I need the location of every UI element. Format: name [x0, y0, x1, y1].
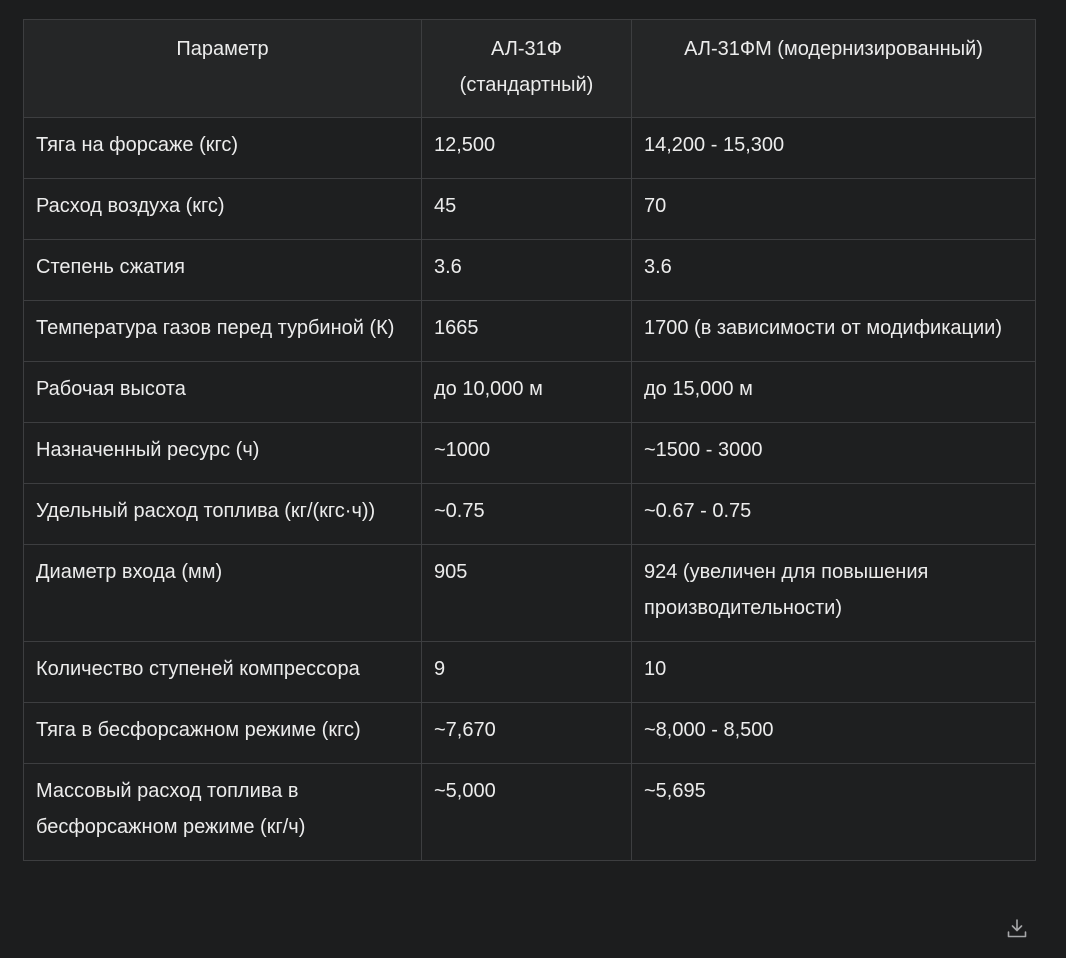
table-cell: Расход воздуха (кгс) — [24, 179, 422, 240]
table-cell: до 10,000 м — [422, 362, 632, 423]
table-row — [24, 240, 1036, 301]
table-row — [24, 545, 1036, 642]
table-row — [24, 301, 1036, 362]
table-cell: Диаметр входа (мм) — [24, 545, 422, 642]
table-cell: ~0.67 - 0.75 — [632, 484, 1036, 545]
table-cell: ~1500 - 3000 — [632, 423, 1036, 484]
table-cell: 1665 — [422, 301, 632, 362]
table-cell: 3.6 — [422, 240, 632, 301]
table-cell: Массовый расход топлива в бесфорсажном режиме (кг/ч) — [24, 764, 422, 861]
table-cell: ~8,000 - 8,500 — [632, 703, 1036, 764]
column-header-al31f: АЛ-31Ф (стандартный) — [422, 20, 632, 118]
column-header-al31fm: АЛ-31ФМ (модернизированный) — [632, 20, 1036, 118]
table-row — [24, 764, 1036, 861]
engine-comparison-table — [23, 19, 1036, 861]
table-cell: ~0.75 — [422, 484, 632, 545]
table-cell: Температура газов перед турбиной (К) — [24, 301, 422, 362]
table-row — [24, 362, 1036, 423]
table-row — [24, 423, 1036, 484]
table-cell: 3.6 — [632, 240, 1036, 301]
table-cell: ~7,670 — [422, 703, 632, 764]
table-header-row — [24, 20, 1036, 118]
table-cell: 924 (увеличен для повышения производительности) — [632, 545, 1036, 642]
table-row — [24, 642, 1036, 703]
table-cell: ~1000 — [422, 423, 632, 484]
table-cell: ~5,695 — [632, 764, 1036, 861]
table-cell: 14,200 - 15,300 — [632, 118, 1036, 179]
table-cell: Назначенный ресурс (ч) — [24, 423, 422, 484]
table-cell: Удельный расход топлива (кг/(кгс·ч)) — [24, 484, 422, 545]
table-cell: Степень сжатия — [24, 240, 422, 301]
table-row — [24, 703, 1036, 764]
table-cell: 9 — [422, 642, 632, 703]
table-cell: 45 — [422, 179, 632, 240]
download-icon — [1006, 919, 1028, 939]
table-cell: ~5,000 — [422, 764, 632, 861]
table-row — [24, 118, 1036, 179]
engine-comparison-table-container — [23, 19, 1035, 861]
table-cell: Количество ступеней компрессора — [24, 642, 422, 703]
table-cell: Тяга на форсаже (кгс) — [24, 118, 422, 179]
table-row — [24, 179, 1036, 240]
table-row — [24, 484, 1036, 545]
table-cell: 1700 (в зависимости от модификации) — [632, 301, 1036, 362]
column-header-parameter: Параметр — [24, 20, 422, 118]
table-cell: 70 — [632, 179, 1036, 240]
table-cell: Тяга в бесфорсажном режиме (кгс) — [24, 703, 422, 764]
table-cell: до 15,000 м — [632, 362, 1036, 423]
table-cell: 905 — [422, 545, 632, 642]
download-table-button[interactable] — [1006, 919, 1028, 939]
table-cell: 10 — [632, 642, 1036, 703]
table-cell: 12,500 — [422, 118, 632, 179]
table-cell: Рабочая высота — [24, 362, 422, 423]
